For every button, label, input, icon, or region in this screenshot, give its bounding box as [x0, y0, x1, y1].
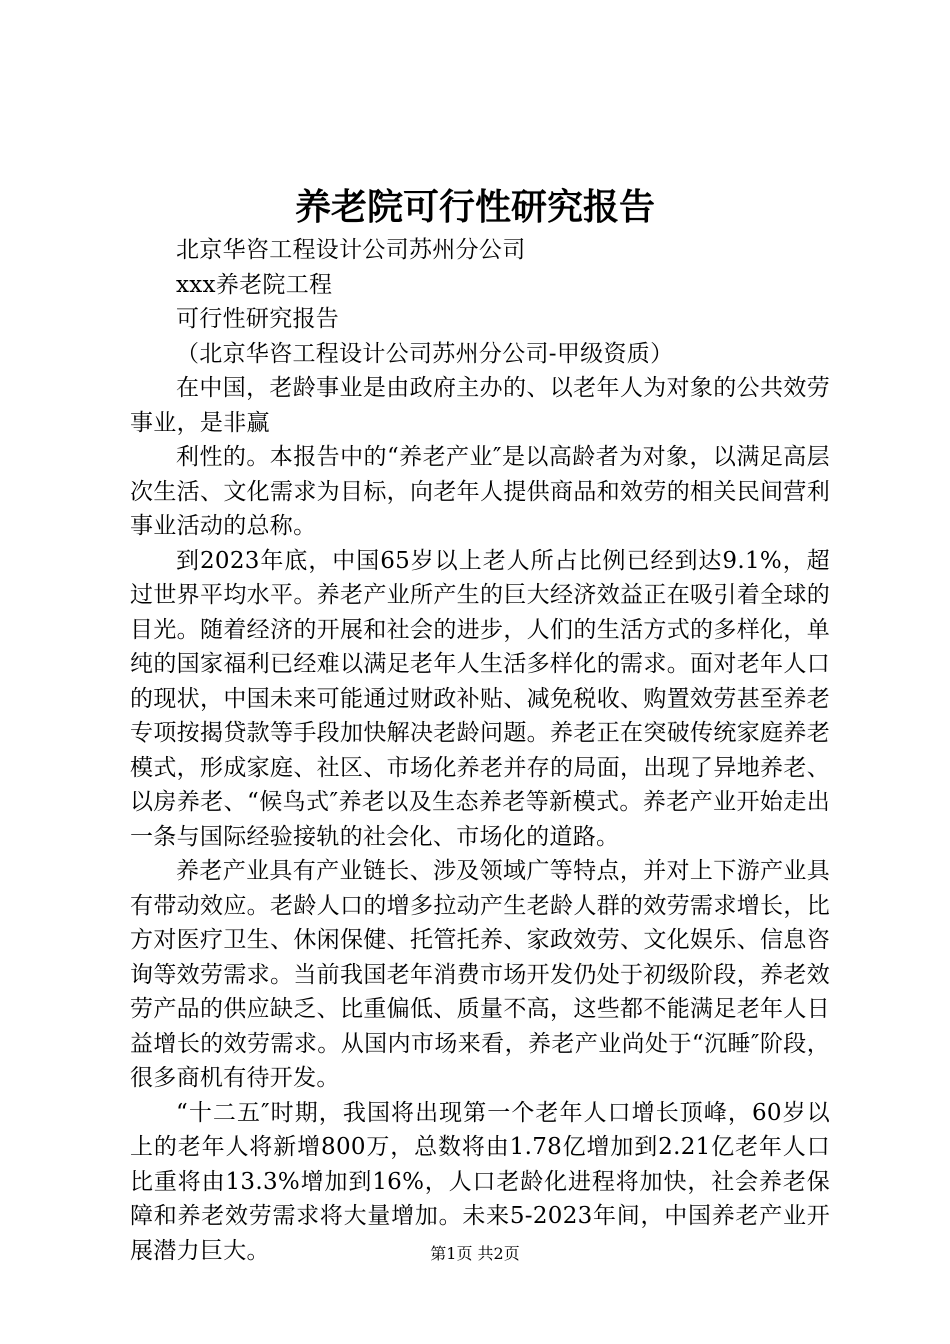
- paragraph-five-year-plan: “十二五″时期，我国将出现第一个老年人口增长顶峰，60岁以上的老年人将新增800万，总数将由1.78亿增加到2.21亿老年人口比重将由13.3%增加到16%，人口老龄化进程将加快，社会养老保障和养老效劳需求将大量增加。未来5-2023年间，中国养老产业开展潜力巨大。: [130, 1099, 830, 1264]
- project-line: xxx养老院工程: [176, 271, 333, 298]
- paragraph-definition: 利性的。本报告中的“养老产业″是以高龄者为对象，以满足高层次生活、文化需求为目标，向老年人提供商品和效劳的相关民间营利事业活动的总称。: [130, 444, 830, 539]
- paragraph-industry-chain: 养老产业具有产业链长、涉及领域广等特点，并对上下游产业具有带动效应。老龄人口的增多拉动产生老龄人群的效劳需求增长，比方对医疗卫生、休闲保健、托管托养、家政效劳、文化娱乐、信息咨询等效劳需求。当前我国老年消费市场开发仍处于初级阶段，养老效劳产品的供应缺乏、比重偏低、质量不高，这些都不能满足老年人日益增长的效劳需求。从国内市场来看，养老产业尚处于“沉睡″阶段，很多商机有待开发。: [130, 858, 830, 1091]
- report-type-line: 可行性研究报告: [176, 306, 340, 332]
- document-title: 养老院可行性研究报告: [294, 186, 655, 228]
- paragraph-intro: 在中国，老龄事业是由政府主办的、以老年人为对象的公共效劳事业，是非赢: [130, 375, 830, 436]
- paragraph-statistics: 到2023年底，中国65岁以上老人所占比例已经到达9.1%，超过世界平均水平。养老产业所产生的巨大经济效益正在吸引着全球的目光。随着经济的开展和社会的进步，人们的生活方式的多样化，单纯的国家福利已经难以满足老年人生活多样化的需求。面对老年人口的现状，中国未来可能通过财政补贴、减免税收、购置效劳甚至养老专项按揭贷款等手段加快解决老龄问题。养老正在突破传统家庭养老模式，形成家庭、社区、市场化养老并存的局面，出现了异地养老、以房养老、“候鸟式″养老以及生态养老等新模式。养老产业开始走出一条与国际经验接轨的社会化、市场化的道路。: [130, 547, 830, 850]
- document-body: [130, 233, 830, 1268]
- company-line: 北京华咨工程设计公司苏州分公司: [176, 237, 526, 263]
- page-number: 第1页 共2页: [430, 1244, 520, 1263]
- qualification-line: （北京华咨工程设计公司苏州分公司-甲级资质）: [176, 340, 674, 367]
